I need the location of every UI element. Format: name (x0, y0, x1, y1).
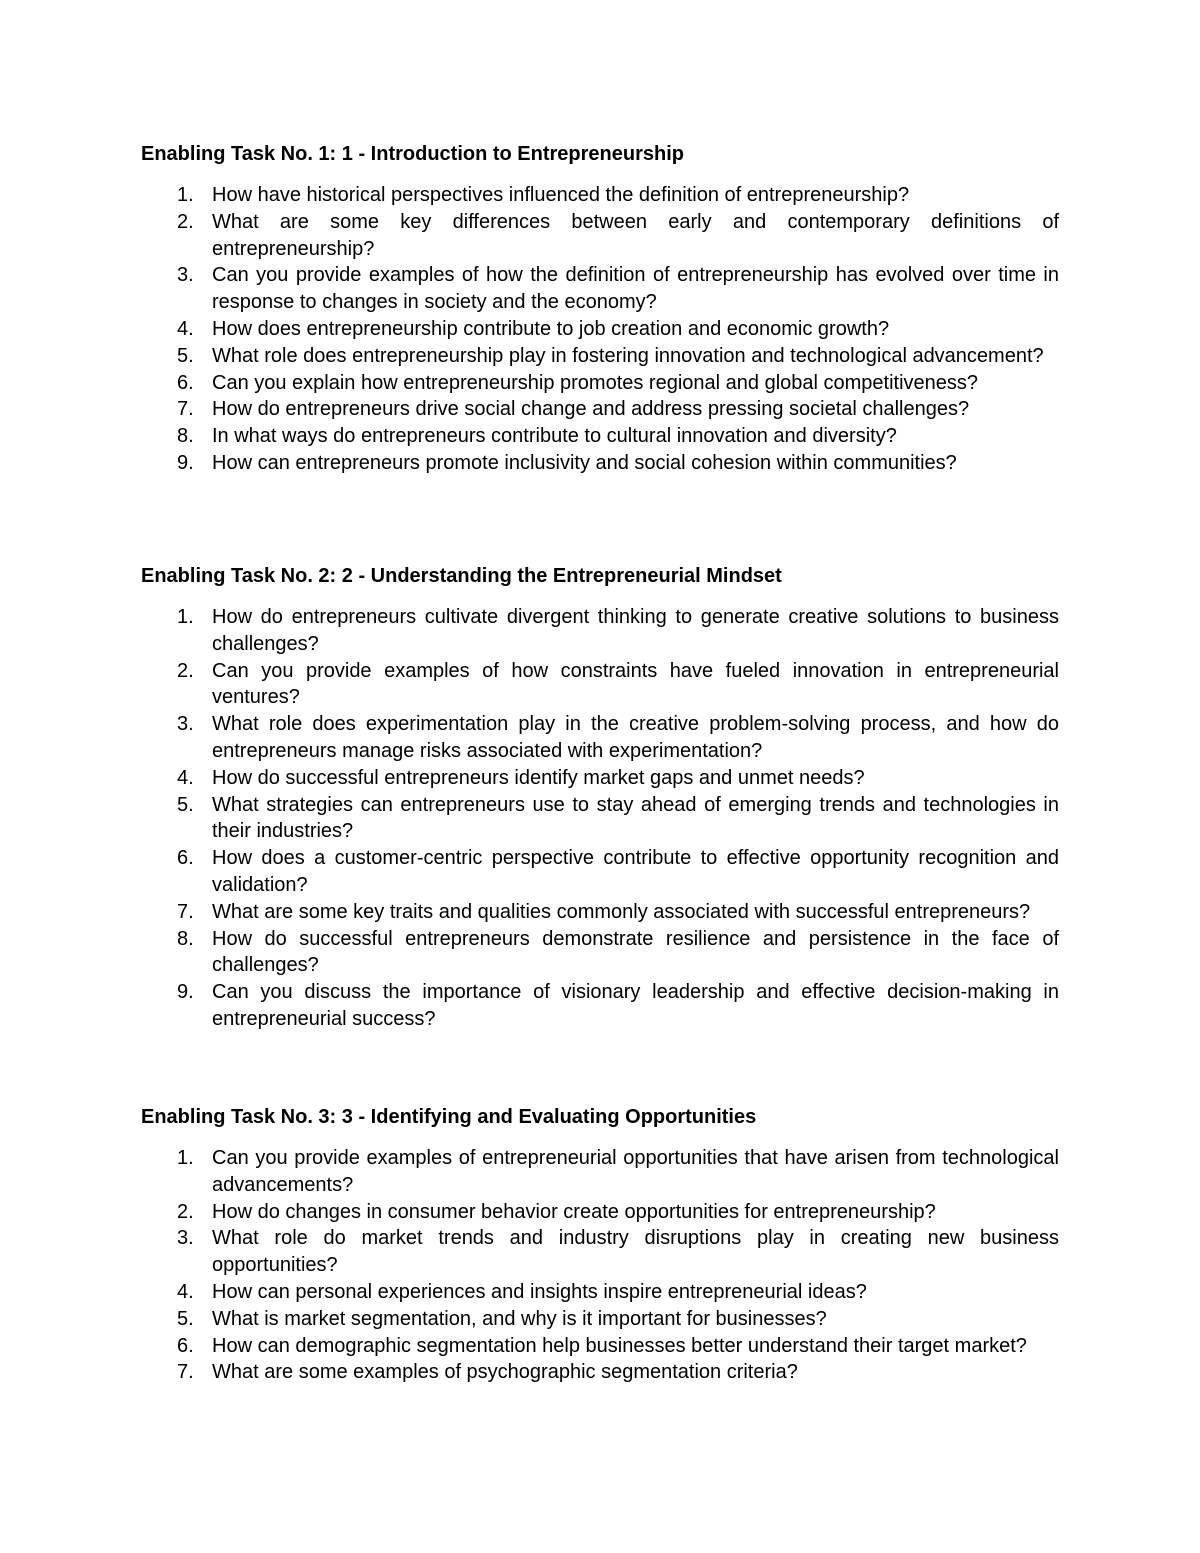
question-text: How do successful entrepreneurs identify market gaps and unmet needs? (212, 766, 865, 789)
question-text: What is market segmentation, and why is it important for businesses? (212, 1307, 827, 1330)
question-number: 3. (177, 1227, 194, 1250)
question-item (141, 979, 1059, 1033)
question-text: How can entrepreneurs promote inclusivity and social cohesion within communities? (212, 451, 957, 474)
question-number: 3. (177, 713, 194, 736)
question-number: 4. (177, 766, 194, 789)
question-number: 9. (177, 981, 194, 1004)
question-item (141, 658, 1059, 712)
question-number: 2. (177, 659, 194, 682)
question-item (141, 423, 1059, 450)
question-number: 8. (177, 425, 194, 448)
question-item (141, 711, 1059, 765)
question-item (141, 604, 1059, 658)
question-item (141, 792, 1059, 846)
question-text: Can you provide examples of how constraints have fueled innovation in entrepreneurial ventures? (212, 659, 1059, 709)
question-item (141, 765, 1059, 792)
question-item (141, 899, 1059, 926)
question-list (141, 1145, 1059, 1386)
section-title: Enabling Task No. 3: 3 - Identifying and Evaluating Opportunities (141, 1106, 757, 1128)
task-section-1 (141, 141, 1059, 477)
question-item (141, 1333, 1059, 1360)
question-item (141, 1279, 1059, 1306)
question-item (141, 926, 1059, 980)
question-number: 7. (177, 398, 194, 421)
question-number: 5. (177, 344, 194, 367)
question-list (141, 182, 1059, 477)
question-text: What role does entrepreneurship play in fostering innovation and technological advancement? (212, 344, 1044, 367)
question-number: 1. (177, 606, 194, 628)
question-number: 7. (177, 900, 194, 923)
question-number: 8. (177, 927, 194, 950)
question-number: 6. (177, 1334, 194, 1357)
question-number: 6. (177, 847, 194, 870)
question-text: What role does experimentation play in the creative problem-solving process, and how do entrepreneurs manage risks associated with experimentation? (212, 713, 1059, 762)
question-number: 2. (177, 210, 194, 233)
question-text: What strategies can entrepreneurs use to stay ahead of emerging trends and technologies in their industries? (212, 793, 1059, 843)
question-text: What are some key traits and qualities commonly associated with successful entrepreneurs? (212, 900, 1031, 923)
question-number: 5. (177, 1307, 194, 1330)
task-section-2 (141, 563, 1059, 1033)
question-text: How does a customer-centric perspective contribute to effective opportunity recognition and validation? (212, 847, 1059, 896)
question-item (141, 182, 1059, 209)
question-item (141, 1145, 1059, 1199)
question-text: How do successful entrepreneurs demonstrate resilience and persistence in the face of challenges? (212, 927, 1059, 977)
question-text: How can personal experiences and insights inspire entrepreneurial ideas? (212, 1280, 867, 1303)
task-section-3 (141, 1104, 1059, 1386)
question-text: Can you provide examples of entrepreneurial opportunities that have arisen from technological advancements? (212, 1147, 1059, 1196)
question-text: How can demographic segmentation help businesses better understand their target market? (212, 1334, 1027, 1357)
question-text: What role do market trends and industry disruptions play in creating new business opportunities? (212, 1227, 1059, 1277)
question-number: 4. (177, 1280, 194, 1303)
question-item (141, 450, 1059, 477)
question-text: Can you provide examples of how the definition of entrepreneurship has evolved over time in response to changes in society and the economy? (212, 264, 1059, 314)
question-text: How do entrepreneurs cultivate divergent thinking to generate creative solutions to business challenges? (212, 606, 1059, 655)
section-title: Enabling Task No. 1: 1 - Introduction to Entrepreneurship (141, 143, 684, 165)
question-item (141, 1199, 1059, 1226)
question-text: How do entrepreneurs drive social change and address pressing societal challenges? (212, 398, 970, 421)
question-item (141, 316, 1059, 343)
question-list (141, 604, 1059, 1033)
question-item (141, 209, 1059, 263)
question-text: How have historical perspectives influenced the definition of entrepreneurship? (212, 184, 910, 206)
question-number: 2. (177, 1200, 194, 1223)
question-item (141, 262, 1059, 316)
question-text: Can you explain how entrepreneurship promotes regional and global competitiveness? (212, 371, 979, 394)
question-number: 4. (177, 317, 194, 340)
question-number: 5. (177, 793, 194, 816)
question-item (141, 845, 1059, 899)
question-number: 1. (177, 184, 194, 206)
question-number: 6. (177, 371, 194, 394)
question-text: How do changes in consumer behavior create opportunities for entrepreneurship? (212, 1200, 936, 1223)
question-text: In what ways do entrepreneurs contribute to cultural innovation and diversity? (212, 425, 897, 448)
question-text: What are some key differences between early and contemporary definitions of entrepreneurship? (212, 210, 1059, 260)
question-text: What are some examples of psychographic segmentation criteria? (212, 1361, 798, 1384)
question-number: 1. (177, 1147, 194, 1169)
question-number: 3. (177, 264, 194, 287)
question-text: Can you discuss the importance of visionary leadership and effective decision-making in entrepreneurial success? (212, 981, 1059, 1030)
question-item (141, 396, 1059, 423)
question-item (141, 1306, 1059, 1333)
question-item (141, 343, 1059, 370)
question-text: How does entrepreneurship contribute to job creation and economic growth? (212, 317, 890, 340)
question-item (141, 1359, 1059, 1386)
question-number: 9. (177, 451, 194, 474)
question-item (141, 370, 1059, 397)
question-item (141, 1225, 1059, 1279)
section-title: Enabling Task No. 2: 2 - Understanding the Entrepreneurial Mindset (141, 565, 782, 587)
question-number: 7. (177, 1361, 194, 1384)
